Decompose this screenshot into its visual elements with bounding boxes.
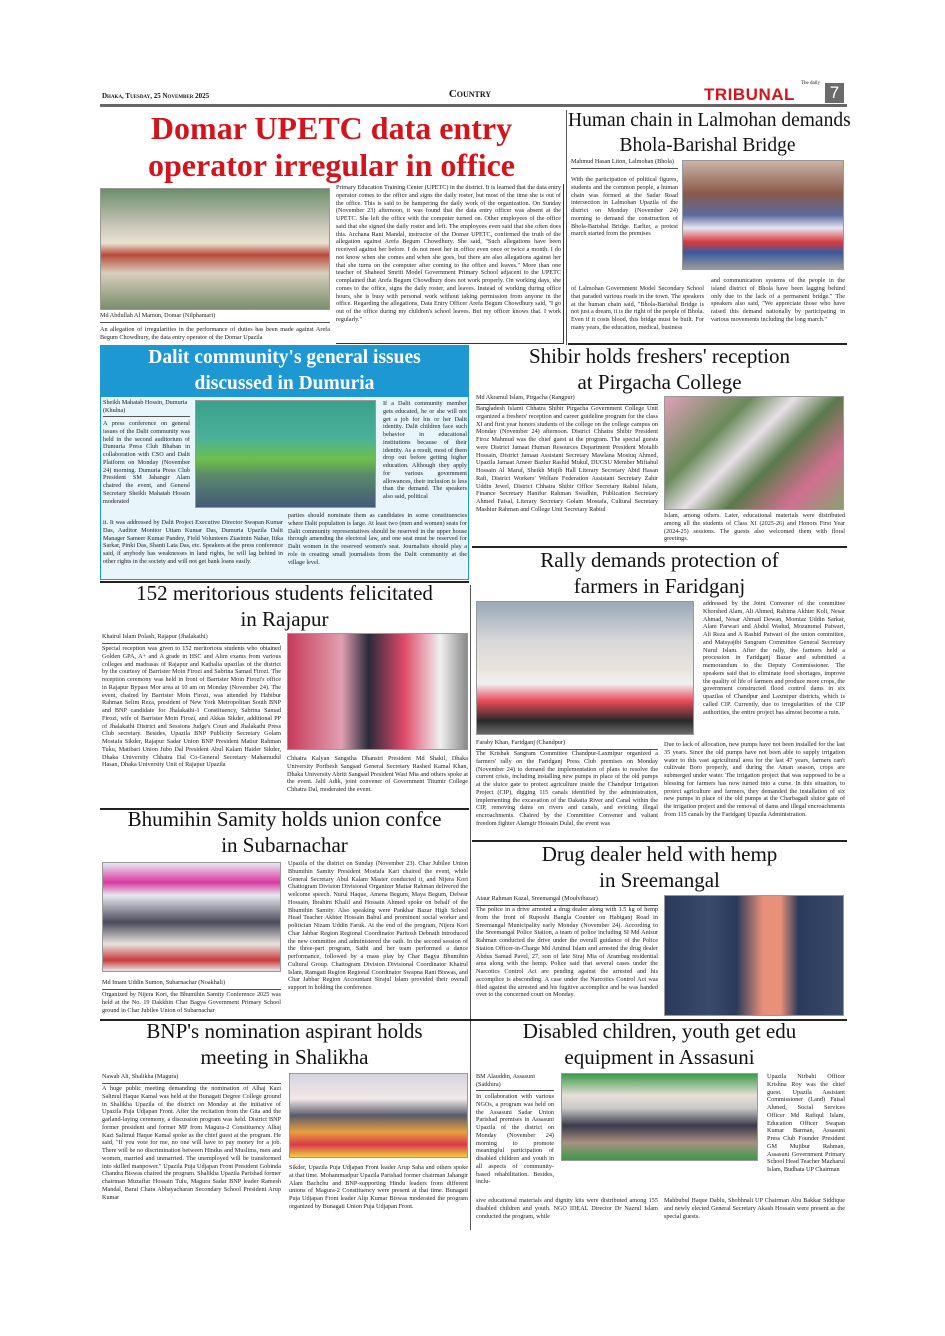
byline: Md Akramul Islam, Pirgacha (Rangpur) (476, 394, 658, 405)
photo-press-conference (195, 400, 376, 508)
headline-line: Disabled children, youth get edu (522, 1019, 797, 1043)
byline: Sheikh Mahatab Hossin, Dumuria (Khulna) (103, 399, 190, 417)
article-body: Due to lack of allocation, new pumps have not been installed for the last 35 years. Since the old pumps have not been able to supply irrigation water to this vast agricultural area for the last 47 years, farmers can't cultivate Boro properly, and during the Aman season, crops are submerged under water. The irrigation project that was supposed to be a blessing for farmers has now turned into a curse. In this situation, to protect agriculture and farmers, they demanded the installation of six new pumps in place of the old pumps at the Charbagadi sluice gate of the irrigation project and the removal of dams and illegal encroachments from 115 canals by the Faridganj Upazila Administration. (664, 741, 845, 818)
article-body: and communication systems of the people in the island district of Bhola have been lagging behind only due to the lack of a permanent bridge." The speakers also said, "We appreciate those who have raised this demand nationally by participating in various movements including the long march." (711, 277, 845, 323)
article-body: Primary Education Training Center (UPETC) in the district. It is learned that the data entry operator comes to the office and signs the daily roster, but most of the time she is out of the office. This is said to be hampering the daily work of the organization. On Sunday (November 23) afternoon, it was found that the data entry officer was absent at the UPETC. She left the office with the computer turned on. Other employees of the office said that she signed the daily roster and left. The employees even said that she often does this. Archana Rani Mandal, instructor of the Domar UPETC, confirmed the truth of the allegation against Arefa Begum Chowdhury. She said, "Such allegations have been received against her before. I do not meet her in office even once or twice a month. I do not know when she comes and when she goes, but there are also allegations against her that she turns on the computer after coming to the office and leaves." More than one teacher of Shaheed Smriti Model Government Primary School adjacent to the UPETC complained that Arefa Begum Chowdhury does not work properly. On working days, she comes to the office, signs the daily roster, and leaves. Instead of working during office hours, she is busy with personal work without taking permission from anyone in the office. Regarding the allegations, Data Entry Officer Arefa Begum Chowdhury said, "I go out of the office during my children's school leaves. But my officer knows that. I work regularly." (336, 184, 564, 344)
photo-public-meeting (289, 1073, 468, 1158)
headline (472, 1018, 847, 1070)
headline-line: Bhola-Barishal Bridge (619, 135, 796, 156)
headline (100, 580, 469, 632)
article-body: The police in a drive arrested a drug dealer along with 1.5 kg of hemp from the front of Ruposhi Bangla Counter on Habiganj Road in Sreemangal Municipality early Monday (November 24). According to the Sreemangal Police Station, a team of police including SI Md Anisur Rahman conducted the drive under the overall guidance of the Police Station Officer-in-Charge Md Aminul Islam and arrested the drug dealer Abdus Samad Pavel, 27, son of late Siraj Mia of Arambag residential area along with the hemp. Police said that several cases under the Narcotics Control Act are pending against the arrested and his accomplice is absconding. A case under the Narcotics Control Act was filed against the arrested and his fugitive accomplice and he was handed over to the concerned court on Monday. (476, 906, 658, 999)
article-body: it. It was addressed by Dalit Project Executive Director Swapan Kumar Das, Auditor Monitor Uttam Kumar Das, Dumuria Upazila Dalit Manager Sameer Kumar Pandey, Field Volunteers Ziasimin Nahar, Itika Sarkar, Pinki Das, Shanti Lata Das, etc. Speakers at the press conference said, if anybody has weaknesses in land rights, he will lag behind in other rights in the society and will not get bank loans easily. (103, 519, 283, 565)
headline-line: 152 meritorious students felicitated (136, 581, 433, 605)
headline-line: Shibir holds freshers' reception (529, 344, 790, 368)
headline-line: Domar UPETC data entry (150, 110, 513, 146)
dateline: Dhaka, Tuesday, 25 November 2025 (102, 92, 210, 100)
article-body: parties should nominate them as candidates in some constituencies where Dalit population is large. At least two (men and women) seats for Dalit community representatives should be reserved in the upper house through amending the electoral law, and one seat must be reserved for Dalit women in the reserved women's seat. Journalists should play a role in creating small journalists from the Dalit community at the village level. (288, 512, 467, 566)
headline-line: Drug dealer held with hemp (541, 842, 778, 866)
article-body: Mahbubul Haque Dablu, Shobhnali UP Chairman Abu Bakkar Siddique and newly elected General Secretary Akash Hossain were present as the special guests. (664, 1197, 845, 1220)
byline: Md Imam Uddin Sumon, Subarnachar (Noakhali) (102, 979, 281, 990)
byline: Khairul Islam Polash, Rajapur (Jhalakathi) (102, 633, 280, 644)
headline (472, 343, 847, 395)
byline: Ataur Rahman Kazal, Sreemangal (Moulvibazar) (476, 895, 658, 906)
article-body: A huge public meeting demanding the nomination of Alhaj Kazi Salimul Haque Kamal was held at the Bunagati Degree College ground in Shalikha Upazila of the district on Monday at the initiative of Upazila Puja Udjapan Front. After the recitation from the Gita and the garland-laying ceremony, a discussion program was held. District BNP former president and former MP from Magura-2 Constituency Alhaj Kazi Salimul Haque Kamal spoke as the chief guest at the program. He said, "If you vote for me, no one will have to pay money for a job. There will be no discrimination between Hindus and Muslims, men and women, married and unmarried. The unemployed will be transformed into skilled manpower." Upazila Puja Udjapan Front President Gobinda Chandra Biswas chaired the program. Shalikha Upazila Parishad former chairman Muzaffar Hossain Tulu, Magura Sadar BNP leader Ramesh Mandal, Barai Chara Abhayacharan Secondary School President Arup Kumar (102, 1085, 281, 1201)
headline-line: operator irregular in office (147, 147, 515, 183)
headline-line: farmers in Faridganj (573, 574, 746, 598)
headline-line: Bhumihin Samity holds union confce (127, 807, 442, 831)
headline-line: Dalit community's general issues (148, 347, 421, 368)
headline-line: equipment in Assasuni (564, 1045, 755, 1069)
article-body: In collaboration with various NGOs, a program was held on the Assasuni Sadar Union Parishad premises in Assasuni Upazila of the district on Monday (November 24) morning to promote meaningful participation of disabled children and youth in all aspects of community-based rehabilitation. Besides, inclu- (476, 1093, 554, 1186)
headline (472, 841, 847, 893)
article-body: Bangladesh Islami Chhatra Shibir Pirgacha Government College Unit organized a freshers' reception and career guideline program for the class XI and first year honors students of the college on the college campus on Monday (November 24) afternoon. District Chhatra Shibir President Firoz Mahmud was the chief guest at the program. The special guests were District Jamaat Human Resources Department President Motalib Hossain, District Jamaat Assistant Secretary Mawlana Mosiuq Ahmed, Upazila Jamaat Ameer Bazlur Rashid Mukul, DUCSU Member Miftahul Hossain Al Maruf, Sheikh Mujib Hall Literary Secretary Abid Hasan Rafi, District Workers' Welfare Federation Assistant Secretary Zahir Uddin Jewel, District Chhatra Shibir Office Secretary Rabiul Islam, Finance Secretary Hanifur Rahman Swadhin, Publication Secretary Ahmed Faisal, Literary Secretary Golam Mostafa, Cultural Secretary Mashiur Rahman and College Unit Secretary Rabiul (476, 405, 658, 513)
logo-text: TRIBUNAL (704, 85, 795, 104)
article-body: If a Dalit community member gets educated, he or she will not get a job for his or her Dalit identity. Dalit children face such behavior in educational institutions because of their identity. As a result, most of them drop out before getting higher education. Although they apply for various government allowances, their inclusion is less than the demand. The speakers also said, political (383, 400, 467, 500)
article-body: of Lalmohan Government Model Secondary School that paraded various roads in the town. The speakers at the human chain said, "Bhola-Barishal Bridge is not just a dream, it is the right of the people of Bhola. Even if it costs blood, this bridge must be built. For many years, the education, medical, business (571, 285, 704, 331)
page-number: 7 (825, 83, 844, 103)
byline: Md Abdullah Al Mamun, Domar (Nilphamari) (100, 312, 330, 323)
headline-line: meeting in Shalikha (200, 1045, 369, 1069)
headline-line: at Pirgacha College (577, 370, 742, 394)
headline (568, 108, 851, 158)
article-body: Chhatra Kalyan Sangstha Dhansiri President Md Shakil, Dhaka University Poribesh Sangsad General Secretary Rashed Kamal Khan, Dhaka University Abriti Sangsad President Wasi Mia and others spoke at the event. Jalil Adik, joint convener of Government Titumir College Chhatra Dal, moderated the event. (287, 755, 468, 793)
article-body: Islam, among others. Later, educational materials were distributed among all the students of Class XI (2025-26) and Honors First Year (2024-25) sessions. The guests also welcomed them with floral greetings. (664, 512, 845, 543)
column-divider (470, 585, 471, 1230)
article-body: Special reception was given to 152 meritorious students who obtained Golden GPA, A+ and A grade in HSC and Alim exams from various colleges and madrasas of Rajapur and Kathalia upazilas of the district by the courtesy of Barrister Moin Firozi and Sabrina Samad Firozi. The reception ceremony was held in front of Barrister Moin Firozi's office in Rajapur Bypass Mor area at 10 am on Monday (November 24). The event, chaired by Barrister Moin Firozi, was attended by Habibur Rahman Selim Reza, president of New York Metropolitan South BNP and BNP candidate for Jhalakathi-1 Constituency, Sabrina Samad Firozi, wife of Barrister Moin Firozi, and Akkas Sikder, additional PP of Jhalakathi District and Sessions Judge's Court and Jhalakathi Press Club secretary. Besides, Upazila BNP Publicity Secretary Golam Mostafa Sikder, Rajapur Sadar Union BNP President Matiur Rahman Tuku, Matibari Union Jubo Dal President Abul Kalam Haider Sikder, Dhaka University Chhatra Dal Co-General Secretary Mahamudul Hasan, Dhaka University Unit of Rajapur Upazila (102, 645, 281, 769)
article-body: The Krishak Sangram Committee Chandpur-Laxmipur organized a farmers' rally on the Faridganj Press Club premises on Monday (November 24) to demand the implementation of plans to resolve the current crisis, including installing new pumps in place of the old pumps at the sluice gate to protect agriculture inside the Chandpur Irrigation Project (CIP), digging 115 canals identified by the administration, implementing the excavation of the Dakatia River and Canal within the CIP, removing dams on rivers and canals, and evicting illegal encroachments. Chaired by the Committee Convener and valiant freedom fighter Alamgir Hossain Dulal, the event was (476, 750, 658, 827)
headline-line: Human chain in Lalmohan demands (568, 110, 851, 131)
photo-conference (102, 862, 281, 972)
headline-line: discussed in Dumuria (194, 373, 375, 394)
byline: Faraby Khan, Faridganj (Chandpur) (476, 739, 658, 750)
headline (100, 1018, 469, 1070)
headline (100, 806, 469, 858)
article-body: sive educational materials and dignity kits were distributed among 155 disabled children and youth. NGO IDEAL Director Dr Nazrul Islam conducted the program, while (476, 1197, 658, 1220)
headline (100, 345, 469, 397)
byline: BM Alauddin, Assasuni (Satkhira) (476, 1073, 554, 1091)
headline (472, 547, 847, 599)
photo-student-reception (287, 633, 468, 750)
column-divider (566, 110, 567, 345)
headline-line: Rally demands protection of (540, 548, 779, 572)
photo-arrested-dealer (664, 895, 844, 1016)
photo-equipment-distribution (561, 1073, 758, 1161)
article-body: Sikder, Upazila Puja Udjapan Front leader Arup Saha and others spoke at that time. Mohammadpur Upazila Parishad former chairman Jahangir Alam Bachchu and BNP-supporting Hindu leaders from different unions of Magura-2 Constituency were present at that time. Bunagati Puja Udjapan Front leader Alip Kumar Biswas moderated the program organized by Bunagati Union Puja Udjapan Front. (289, 1164, 468, 1210)
byline: Nawab Ali, Shalikha (Magura) (102, 1073, 281, 1084)
article-body: With the participation of political figures, students and the common people, a human chain was formed at the Sadar Road intersection in Lalmohan Upazila of the district on Monday (November 24) morning to demand the construction of Bhola-Barishal Bridge. Earlier, a protest march started from the premises (571, 176, 678, 238)
photo-human-chain (682, 160, 844, 270)
headline-line: in Subarnachar (221, 833, 348, 857)
byline: Mahmud Hasan Liton, Lalmohan (Bhola) (571, 158, 678, 169)
article-body: addressed by the Joint Convener of the committee Khorshed Alam, Ali Ahmed, Rahima Akhter Koli, Nesar Ahmad, Nesar Ahmad Dewan, Momtaz Uddin Sarkar, Alam Parwari and Abdul Wadud, Mozammel Patwari, Ali Reza and A Rashid Patwari of the union committee, and Matsyajibi Sangram Committee General Secretary Nurul Islam. After the rally, the farmers held a procession in Faridganj Bazar and submitted a memorandum to the Deputy Commissioner. The speakers said that to eliminate food shortages, improve the quality of life of farmers and produce more crops, the government constructed flood control dams in six upazilas of Chandpur and Laxmipur districts, which is called CIP. Currently, due to irregularities of the CIP authorities, the entire project has almost become a ruin. (703, 600, 845, 716)
article-body: A press conference on general issues of the Dalit community was held in the second auditorium of Dumuria Press Club Bhaban in collaboration with CSO and Dalit Platform on Monday (November 24) morning. Dumuria Press Club President SM Jahangir Alam chaired the event, and General Secretary Sheikh Mahatab Hossin moderated (103, 420, 190, 505)
article-lede: An allegation of irregularities in the performance of duties has been made against Arefa Begum Chowdhury, the data entry operator of the Domar Upazila (100, 326, 330, 341)
article-body: Upazila of the district on Sunday (November 23). Char Jubilee Union Bhumihin Samity President Mostafa Kari chaired the event, while General Secretary Abul Kalam Master conducted it, and Nijera Kori Chattogram Division Divisional Organizer Matiar Rahman delivered the welcome speech. Nurul Haque, Amena Begum, Maya Begum, Delwar Hossain, Ibrahim Khalil and Hossain Ahmed spoke on behalf of the Bhumihin Samity. Also speaking were Pankhar Bazar High School Head Teacher Akhter Hossain Babul and prominent social worker and politician Nizam Uddin Faruk. At the end of the program, Nijera Kori Char Jabbar Region Regional Coordinator Paritosh Debnath introduced the new committee and administered the oath. In the second session of the three-part program, Sathi and her team performed a dance performance, followed by a mass play by Char Bagya Bhumihin Cultural Group. Chattogram Division Divisional Coordinator Khairul Islam, Ramgati Region Regional Coordinator Swapna Rani Biswas, and Char Jabbar Region Accountant Sirajul Islam provided their overall support in holding the conference. (288, 860, 468, 991)
logo (704, 83, 824, 103)
headline (100, 110, 563, 184)
photo-farmers-rally (476, 601, 694, 735)
headline-line: BNP's nomination aspirant holds (146, 1019, 423, 1043)
headline-line: in Sreemangal (599, 868, 720, 892)
logo-small-text: The daily (800, 81, 820, 86)
article-body: Organized by Nijera Kori, the Bhumihin Samity Conference 2025 was held at the No. 19 Dakkhin Char Bagya Government Primary School ground in Char Jubilee Union of Subarnachar (102, 991, 281, 1014)
photo-freshers-reception (664, 396, 844, 510)
headline-line: in Rajapur (240, 607, 329, 631)
section-name: Country (448, 88, 492, 100)
article-body: Upazila Nirbahi Officer Krishna Roy was the chief guest. Upazila Assistant Commissioner (Land) Faisal Ahmed, Social Services Officer Md Rafiqul Islam, Education Officer Swapan Kumar Barman, Assasuni Press Club Founder President GM Mujibur Rahman, Assasuni Government Primary School Head Teacher Mazharul Islam, Budhata UP Chairman (767, 1073, 845, 1173)
photo-upetc-office (100, 188, 330, 310)
masthead-rule (100, 104, 847, 107)
